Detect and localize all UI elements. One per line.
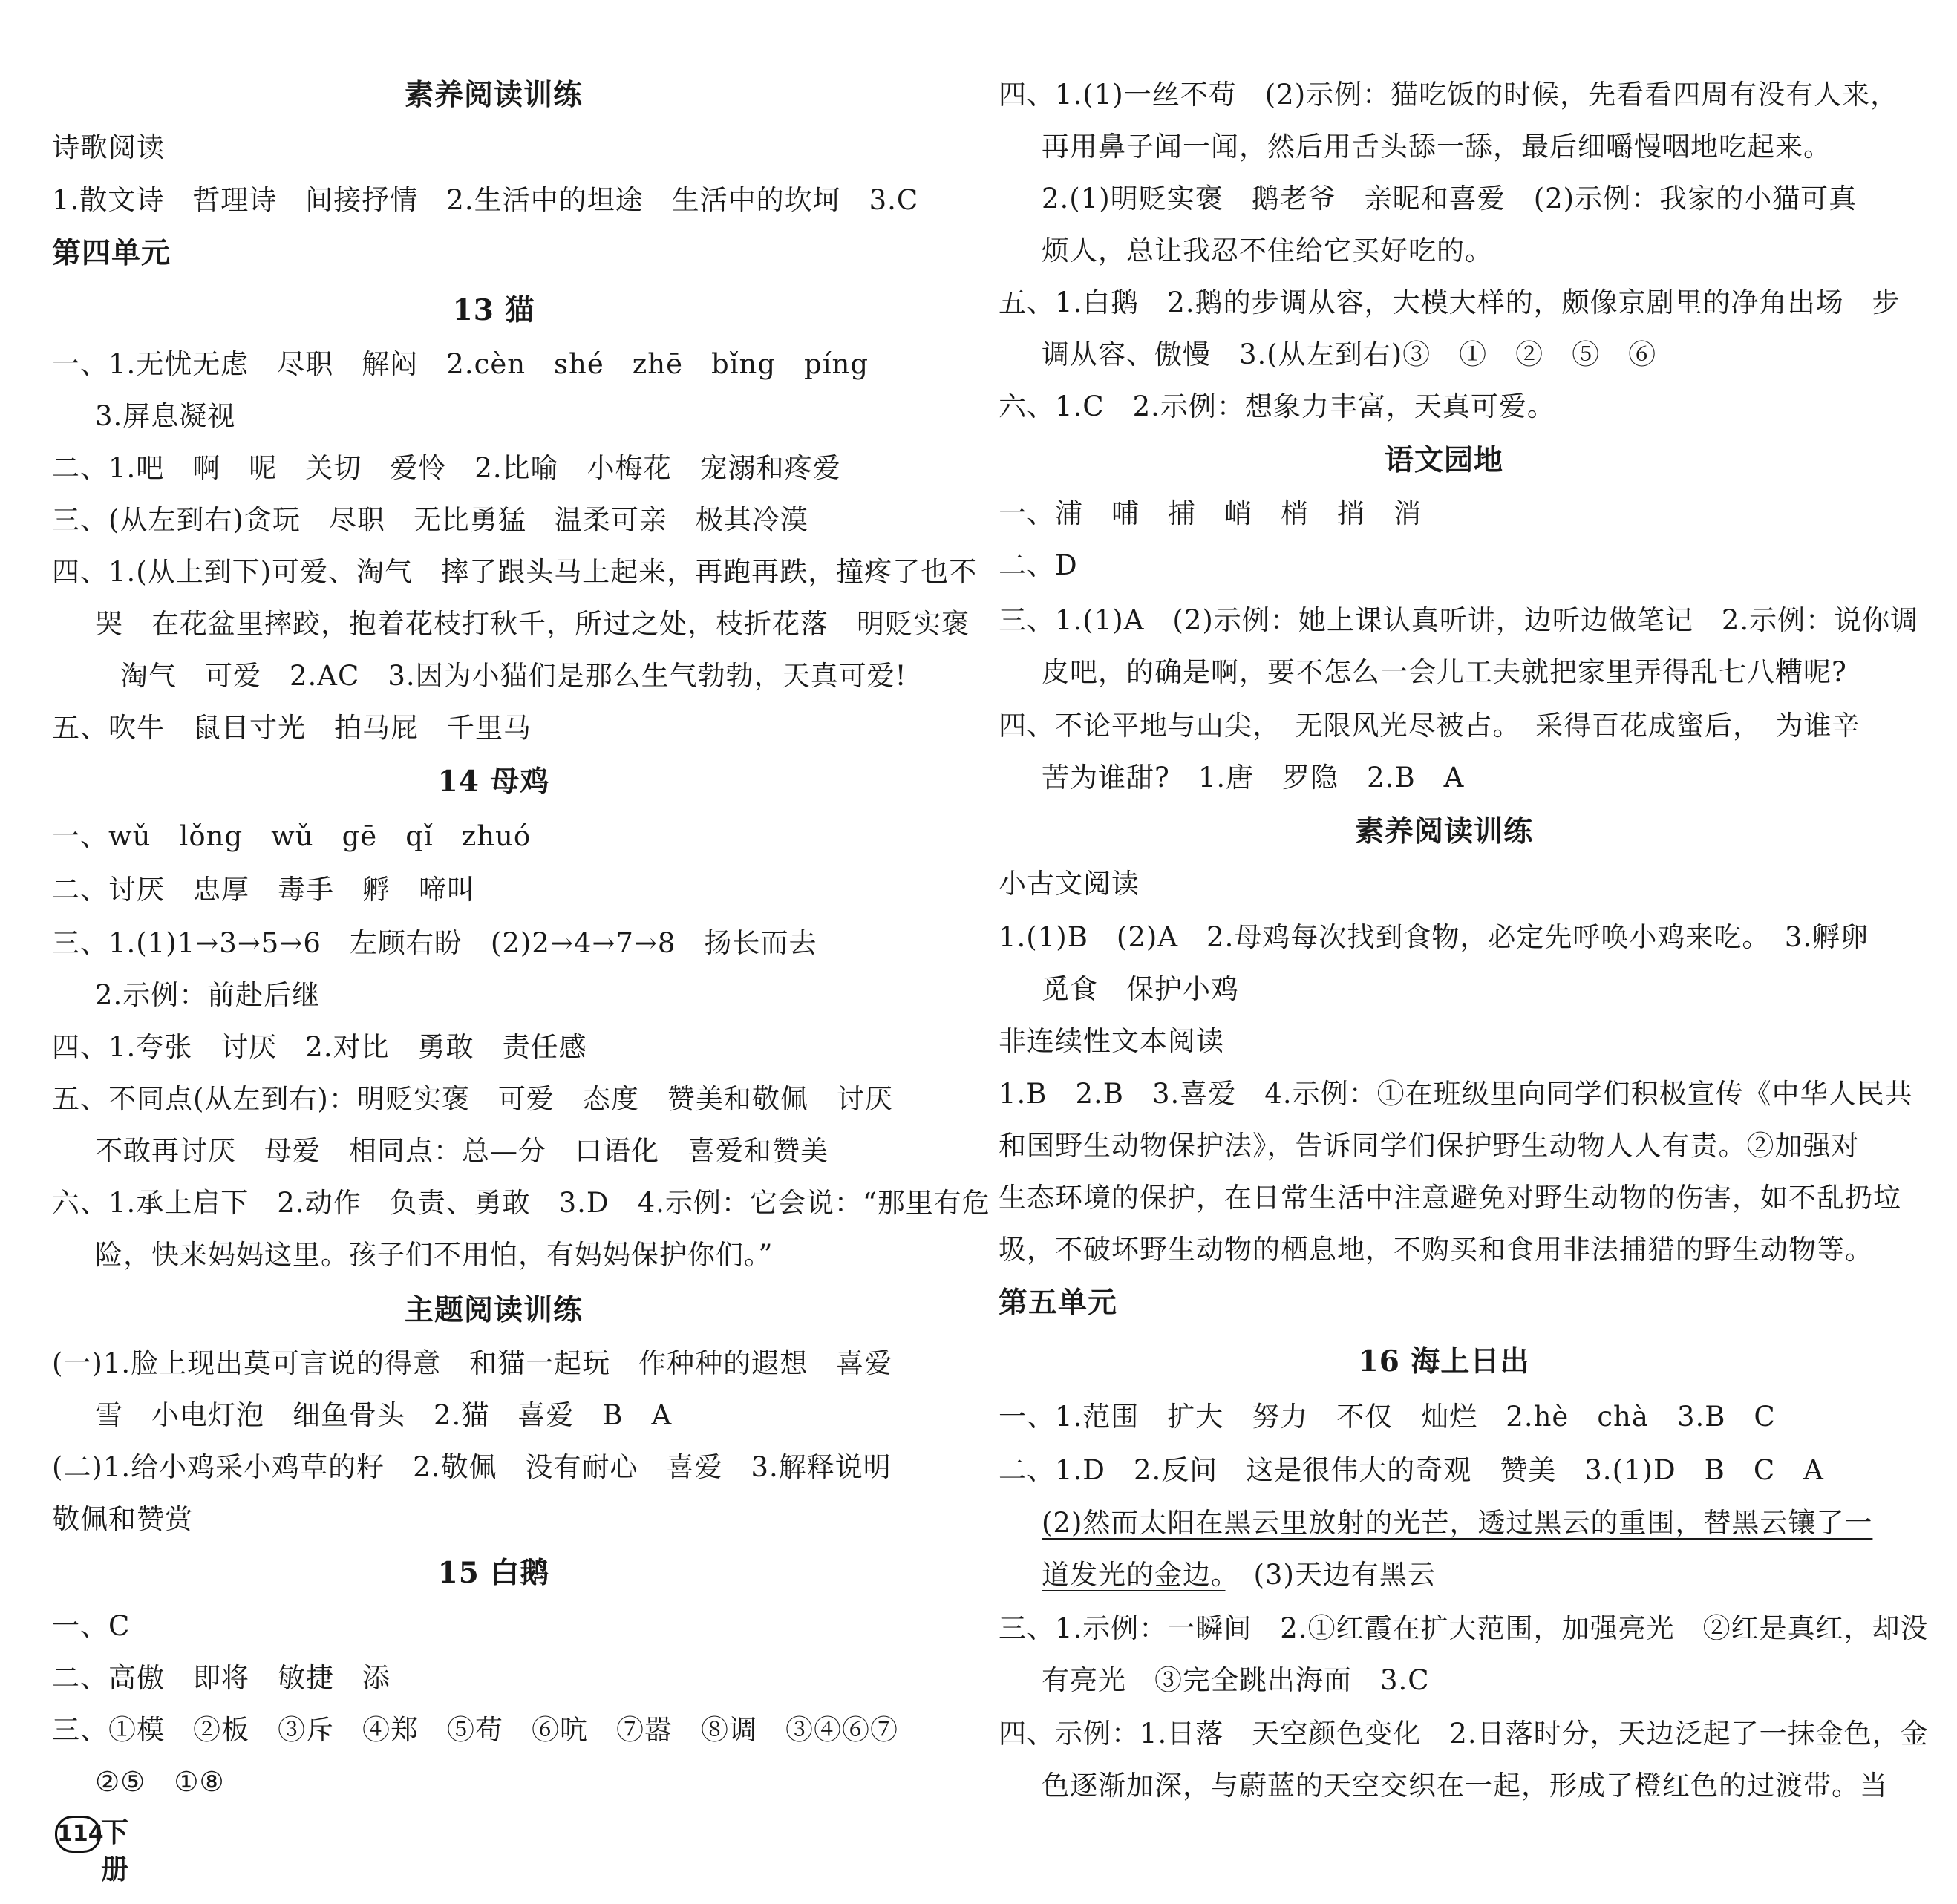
answer-line: 二、讨厌 忠厚 毒手 孵 啼叫 (52, 874, 475, 906)
section-title: 素养阅读训练 (1354, 814, 1533, 848)
answer-line: 三、1.示例：一瞬间 2.①红霞在扩大范围，加强亮光 ②红是真红，却没 (999, 1612, 1929, 1644)
answer-line: (一)1.脸上现出莫可言说的得意 和猫一起玩 作种种的遐想 喜爱 (52, 1347, 893, 1379)
answer-line (1042, 1557, 1436, 1594)
answer-line: 一、浦 哺 捕 峭 梢 捎 消 (999, 497, 1422, 529)
answer-line: 有亮光 ③完全跳出海面 3.C (1042, 1664, 1430, 1696)
answer-line: 四、不论平地与山尖， 无限风光尽被占。 采得百花成蜜后， 为谁辛 (999, 710, 1860, 742)
answer-line: 圾，不破坏野生动物的栖息地，不购买和食用非法捕猎的野生动物等。 (999, 1234, 1873, 1266)
answer-line: 调从容、傲慢 3.(从左到右)③ ① ② ⑤ ⑥ (1042, 338, 1657, 370)
volume-label: 下册 (101, 1816, 128, 1885)
answer-line: 3.屏息凝视 (95, 400, 236, 432)
section-title: 素养阅读训练 (404, 78, 583, 112)
lesson-title: 14 母鸡 (437, 765, 550, 799)
answer-line: 一、C (52, 1610, 131, 1642)
answer-line: 四、示例：1.日落 天空颜色变化 2.日落时分，天边泛起了一抹金色，金 (999, 1718, 1929, 1750)
answer-line: 2.示例：前赴后继 (95, 979, 321, 1011)
answer-line: ②⑤ ①⑧ (95, 1766, 225, 1798)
unit-heading: 第四单元 (52, 236, 171, 270)
answer-line: 四、1.夸张 讨厌 2.对比 勇敢 责任感 (52, 1031, 587, 1063)
lesson-title: 13 猫 (452, 293, 535, 327)
answer-line: 淘气 可爱 2.AC 3.因为小猫们是那么生气勃勃，天真可爱! (120, 660, 907, 692)
answer-line: 觅食 保护小鸡 (1042, 973, 1239, 1005)
answer-line: 六、1.承上启下 2.动作 负责、勇敢 3.D 4.示例：它会说：“那里有危 (52, 1187, 990, 1219)
answer-line: 1.散文诗 哲理诗 间接抒情 2.生活中的坦途 生活中的坎坷 3.C (52, 184, 919, 216)
section-title: 主题阅读训练 (404, 1293, 583, 1327)
answer-line: 四、1.(1)一丝不苟 (2)示例：猫吃饭的时候，先看看四周有没有人来， (999, 79, 1899, 111)
answer-line: 雪 小电灯泡 细鱼骨头 2.猫 喜爱 B A (95, 1399, 673, 1431)
answer-line: 1.(1)B (2)A 2.母鸡每次找到食物，必定先呼唤小鸡来吃。 3.孵卵 (999, 921, 1869, 953)
answer-line: 和国野生动物保护法》，告诉同学们保护野生动物人人有责。②加强对 (999, 1130, 1860, 1162)
answer-line: 五、不同点(从左到右)：明贬实褒 可爱 态度 赞美和敬佩 讨厌 (52, 1083, 893, 1115)
subsection-heading: 小古文阅读 (999, 868, 1140, 900)
answer-line: 敬佩和赞赏 (52, 1503, 193, 1535)
section-title: 语文园地 (1384, 443, 1503, 477)
answer-line: 哭 在花盆里摔跤，抱着花枝打秋千，所过之处，枝折花落 明贬实褒 (95, 608, 970, 640)
answer-line: 三、(从左到右)贪玩 尽职 无比勇猛 温柔可亲 极其冷漠 (52, 504, 808, 536)
answer-line: 一、wǔ lǒng wǔ gē qǐ zhuó (52, 820, 532, 852)
answer-line: 生态环境的保护，在日常生活中注意避免对野生动物的伤害，如不乱扔垃 (999, 1182, 1901, 1214)
answer-fragment: (3)天边有黑云 (1225, 1559, 1436, 1591)
subsection-heading: 非连续性文本阅读 (999, 1025, 1224, 1057)
answer-line: 1.B 2.B 3.喜爱 4.示例：①在班级里向同学们积极宣传《中华人民共 (999, 1078, 1913, 1110)
answer-line: 二、D (999, 549, 1078, 581)
answer-line: 三、①模 ②板 ③斥 ④郑 ⑤苟 ⑥吭 ⑦嚣 ⑧调 ③④⑥⑦ (52, 1714, 898, 1746)
answer-line: 皮吧，的确是啊，要不怎么一会儿工夫就把家里弄得乱七八糟呢? (1042, 656, 1847, 688)
answer-line: 三、1.(1)1→3→5→6 左顾右盼 (2)2→4→7→8 扬长而去 (52, 927, 817, 959)
answer-line: 不敢再讨厌 母爱 相同点：总—分 口语化 喜爱和赞美 (95, 1135, 829, 1167)
subsection-heading: 诗歌阅读 (52, 131, 165, 163)
answer-line: 六、1.C 2.示例：想象力丰富，天真可爱。 (999, 390, 1555, 422)
answer-line: 2.(1)明贬实褒 鹅老爷 亲昵和喜爱 (2)示例：我家的小猫可真 (1042, 183, 1858, 215)
answer-line: 四、1.(从上到下)可爱、淘气 摔了跟头马上起来，再跑再跌，撞疼了也不 (52, 556, 978, 588)
answer-line: 苦为谁甜? 1.唐 罗隐 2.B A (1042, 762, 1465, 794)
underlined-answer: 道发光的金边。 (1042, 1559, 1226, 1591)
lesson-title: 16 海上日出 (1358, 1344, 1530, 1378)
answer-line: 二、1.D 2.反问 这是很伟大的奇观 赞美 3.(1)D B C A (999, 1454, 1824, 1486)
answer-line: 再用鼻子闻一闻，然后用舌头舔一舔，最后细嚼慢咽地吃起来。 (1042, 131, 1832, 163)
answer-line: 烦人，总让我忍不住给它买好吃的。 (1042, 235, 1493, 266)
answer-line: 二、1.吧 啊 呢 关切 爱怜 2.比喻 小梅花 宠溺和疼爱 (52, 452, 841, 484)
answer-line: 一、1.无忧无虑 尽职 解闷 2.cèn shé zhē bǐng píng (52, 348, 869, 380)
answer-line: 险，快来妈妈这里。孩子们不用怕，有妈妈保护你们。” (95, 1239, 774, 1271)
answer-line: 三、1.(1)A (2)示例：她上课认真听讲，边听边做笔记 2.示例：说你调 (999, 604, 1919, 636)
page-number: 114 (55, 1816, 101, 1853)
unit-heading: 第五单元 (999, 1286, 1118, 1320)
answer-line: 一、1.范围 扩大 努力 不仅 灿烂 2.hè chà 3.B C (999, 1401, 1776, 1433)
answer-line: 色逐渐加深，与蔚蓝的天空交织在一起，形成了橙红色的过渡带。当 (1042, 1770, 1888, 1802)
lesson-title: 15 白鹅 (437, 1556, 550, 1590)
answer-line: 二、高傲 即将 敏捷 添 (52, 1662, 391, 1694)
answer-line: (二)1.给小鸡采小鸡草的籽 2.敬佩 没有耐心 喜爱 3.解释说明 (52, 1451, 892, 1483)
answer-line: 五、吹牛 鼠目寸光 拍马屁 千里马 (52, 712, 532, 744)
answer-line-underlined: (2)然而太阳在黑云里放射的光芒，透过黑云的重围，替黑云镶了一 (1042, 1507, 1873, 1539)
answer-line: 五、1.白鹅 2.鹅的步调从容，大模大样的，颇像京剧里的净角出场 步 (999, 287, 1901, 318)
